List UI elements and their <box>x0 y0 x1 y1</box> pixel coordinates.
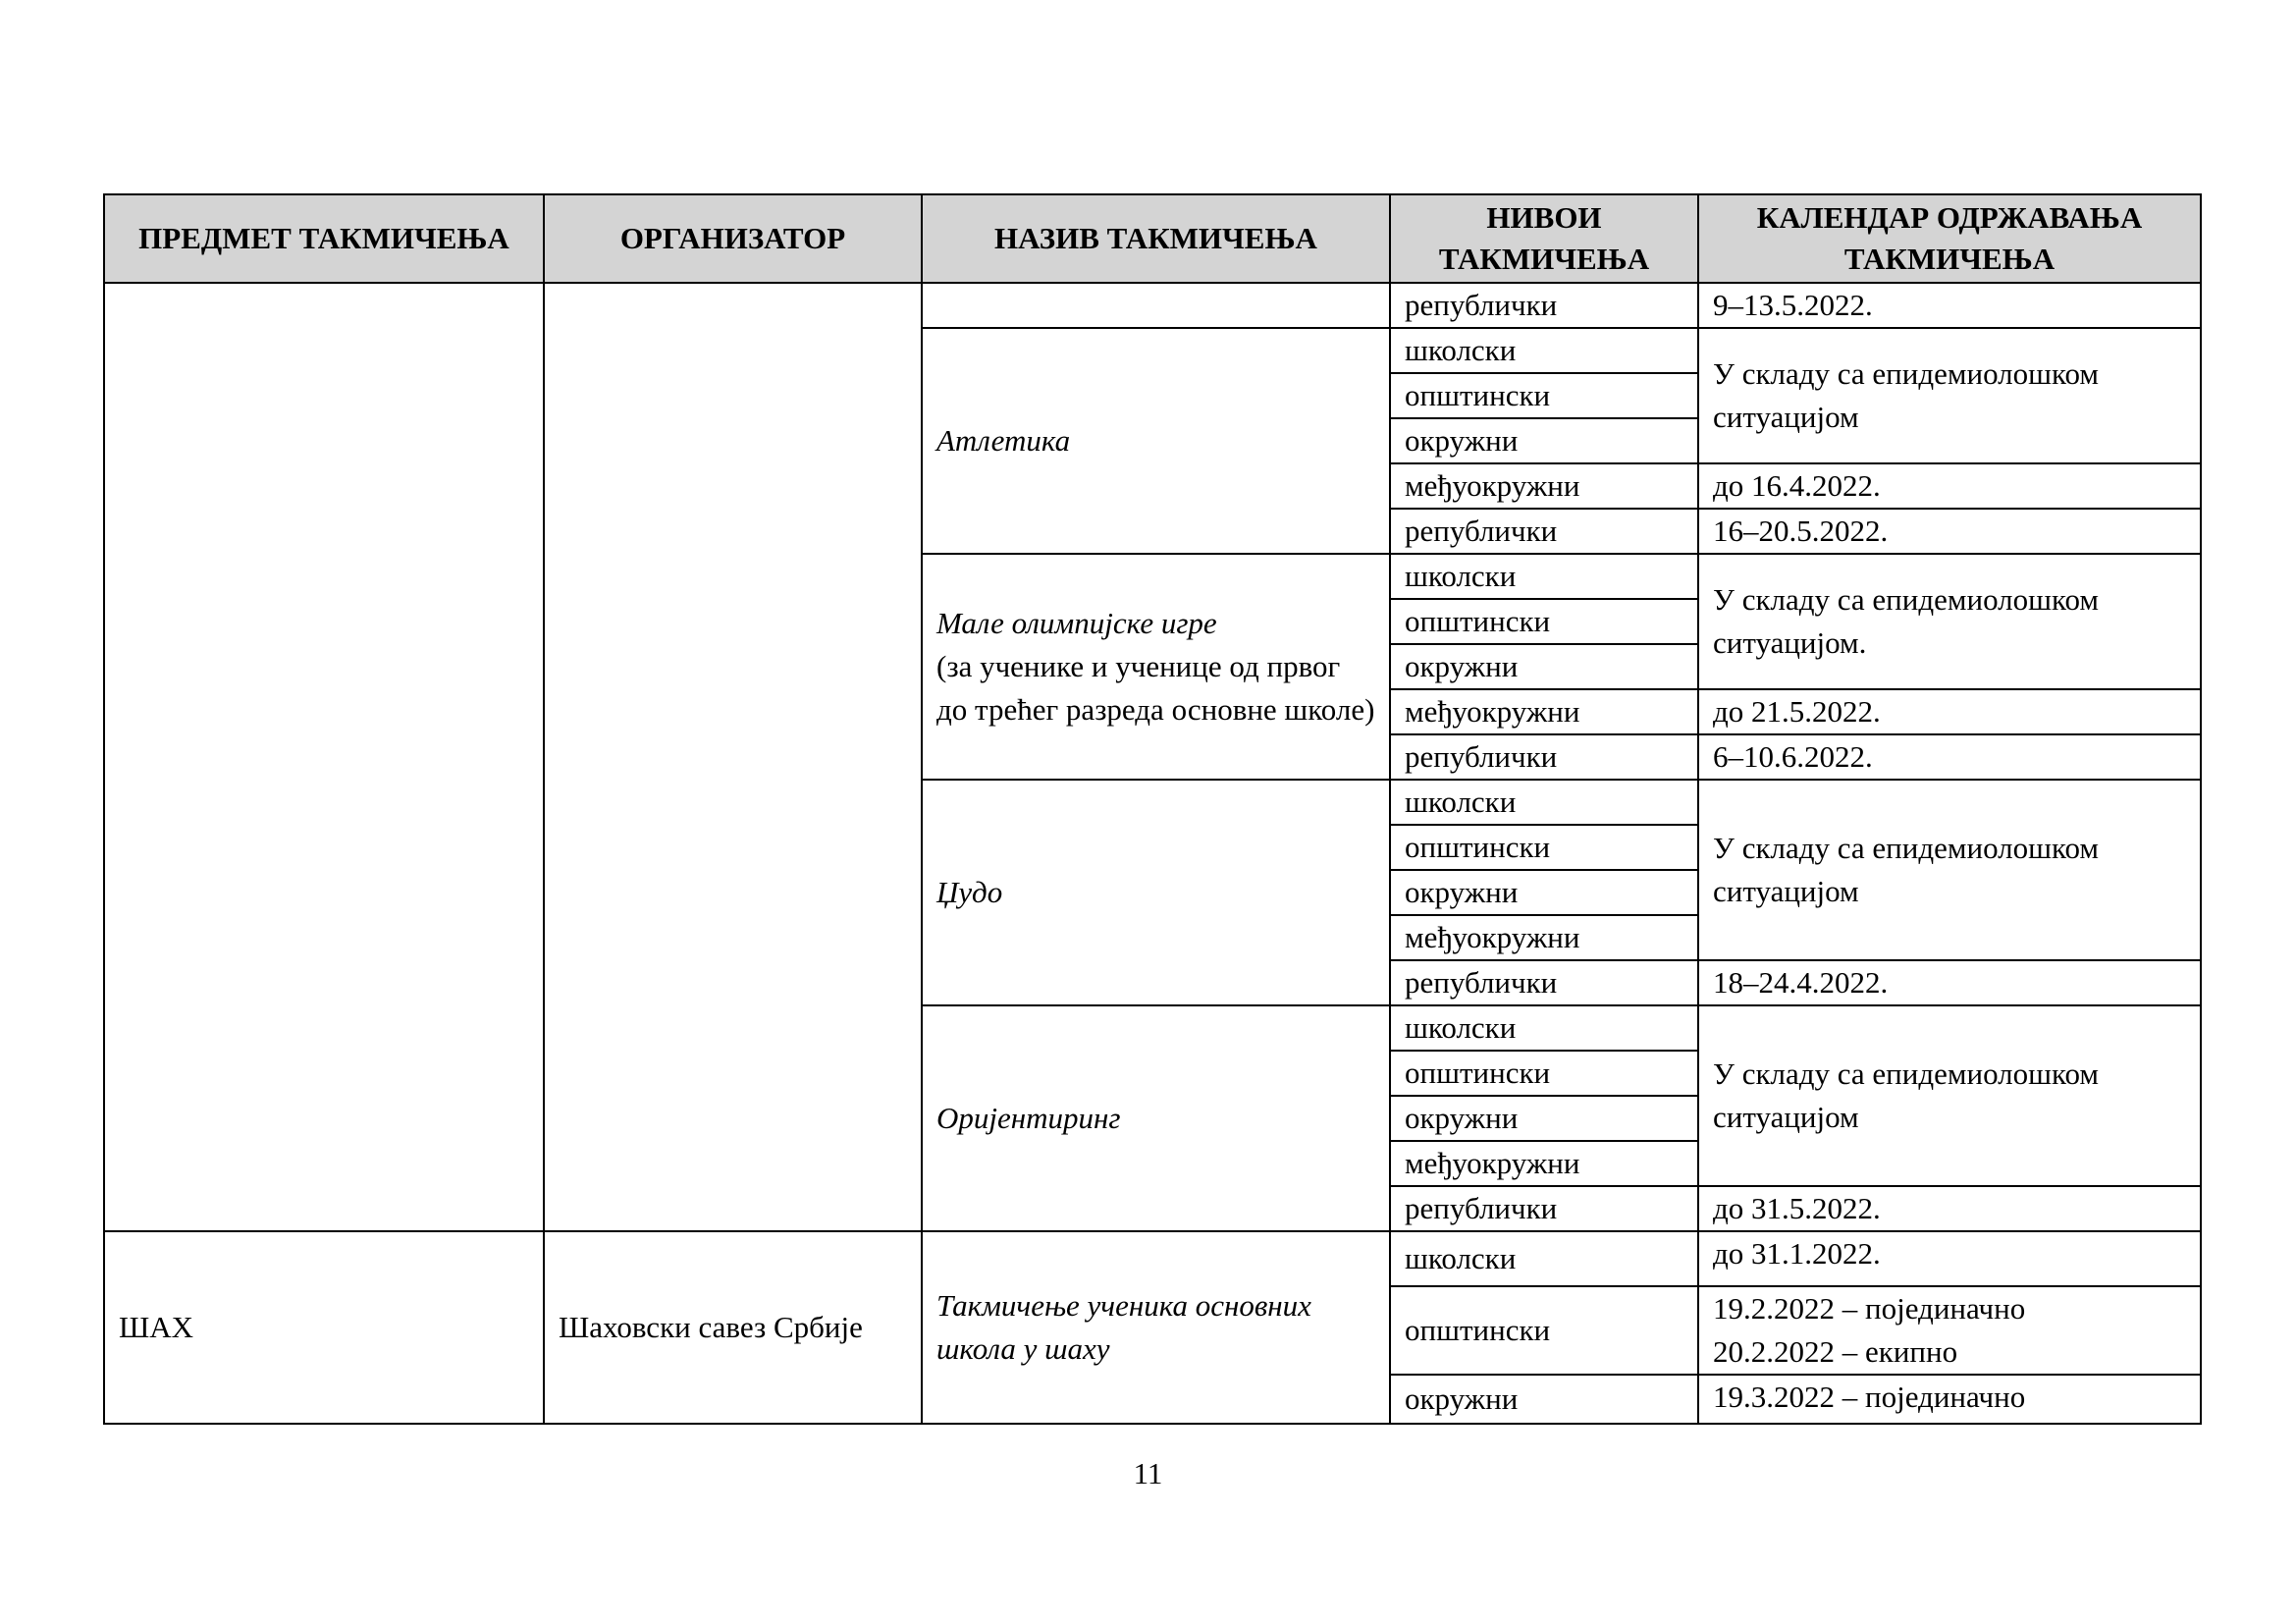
level-cell: школски <box>1390 780 1698 825</box>
header-level: НИВОИ ТАКМИЧЕЊА <box>1390 194 1698 283</box>
organizer-chess: Шаховски савез Србије <box>544 1231 922 1424</box>
competition-name-orienteering: Оријентиринг <box>922 1005 1390 1231</box>
header-name: НАЗИВ ТАКМИЧЕЊА <box>922 194 1390 283</box>
calendar-note: У складу са епидемиолошком ситуацијом <box>1698 780 2201 960</box>
table-row <box>104 283 2201 328</box>
level-cell: окружни <box>1390 1375 1698 1424</box>
date-cell: 9–13.5.2022. <box>1698 283 2201 328</box>
olympics-name-note: (за ученике и ученице од првог до трећег разреда основне школе) <box>936 649 1375 727</box>
header-subject: ПРЕДМЕТ ТАКМИЧЕЊА <box>104 194 544 283</box>
header-row <box>104 194 2201 283</box>
level-cell: општински <box>1390 1051 1698 1096</box>
table-row <box>104 1231 2201 1286</box>
level-cell: међуокружни <box>1390 915 1698 960</box>
date-cell: до 21.5.2022. <box>1698 689 2201 734</box>
level-cell: општински <box>1390 373 1698 418</box>
competition-name-chess: Такмичење ученика основних школа у шаху <box>922 1231 1390 1424</box>
subject-cell-empty <box>104 283 544 1231</box>
level-cell: републички <box>1390 1186 1698 1231</box>
date-cell: до 31.1.2022. <box>1698 1231 2201 1286</box>
date-cell: 18–24.4.2022. <box>1698 960 2201 1005</box>
competition-name-olympics <box>922 554 1390 780</box>
level-cell: окружни <box>1390 1096 1698 1141</box>
subject-chess: ШАХ <box>104 1231 544 1424</box>
date-cell: 6–10.6.2022. <box>1698 734 2201 780</box>
level-cell: школски <box>1390 554 1698 599</box>
header-calendar: КАЛЕНДАР ОДРЖАВАЊА ТАКМИЧЕЊА <box>1698 194 2201 283</box>
competition-table <box>103 193 2202 1425</box>
level-cell: општински <box>1390 825 1698 870</box>
olympics-name: Мале олимпијске игре <box>936 606 1217 640</box>
date-cell: 16–20.5.2022. <box>1698 509 2201 554</box>
level-cell: међуокружни <box>1390 463 1698 509</box>
level-cell: републички <box>1390 509 1698 554</box>
organizer-cell-empty <box>544 283 922 1231</box>
calendar-note: У складу са епидемиолошком ситуацијом <box>1698 1005 2201 1186</box>
date-cell: 19.2.2022 – појединачно 20.2.2022 – екипно <box>1698 1286 2201 1375</box>
level-cell: окружни <box>1390 644 1698 689</box>
header-organizer: ОРГАНИЗАТОР <box>544 194 922 283</box>
calendar-note: У складу са епидемиолошком ситуацијом <box>1698 328 2201 463</box>
level-cell: окружни <box>1390 418 1698 463</box>
level-cell: општински <box>1390 1286 1698 1375</box>
date-cell: до 31.5.2022. <box>1698 1186 2201 1231</box>
level-cell: републички <box>1390 283 1698 328</box>
level-cell: школски <box>1390 1231 1698 1286</box>
calendar-note: У складу са епидемиолошком ситуацијом. <box>1698 554 2201 689</box>
competition-name-judo: Џудо <box>922 780 1390 1005</box>
level-cell: међуокружни <box>1390 689 1698 734</box>
level-cell: међуокружни <box>1390 1141 1698 1186</box>
page-number: 11 <box>1133 1456 1163 1490</box>
level-cell: школски <box>1390 328 1698 373</box>
date-cell: 19.3.2022 – појединачно <box>1698 1375 2201 1424</box>
level-cell: окружни <box>1390 870 1698 915</box>
level-cell: републички <box>1390 734 1698 780</box>
competition-name-athletics: Атлетика <box>922 328 1390 554</box>
level-cell: републички <box>1390 960 1698 1005</box>
name-cell-empty <box>922 283 1390 328</box>
level-cell: школски <box>1390 1005 1698 1051</box>
date-cell: до 16.4.2022. <box>1698 463 2201 509</box>
level-cell: општински <box>1390 599 1698 644</box>
